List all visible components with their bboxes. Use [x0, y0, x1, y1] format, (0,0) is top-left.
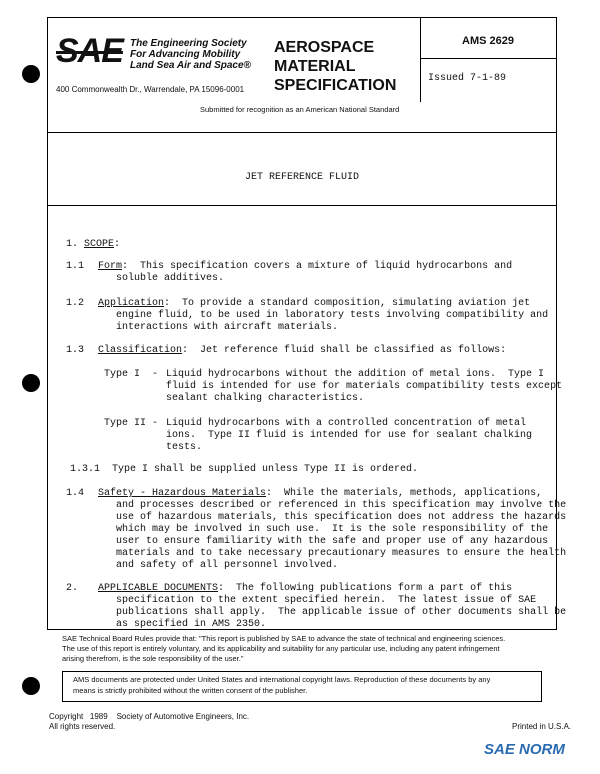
issued-date: Issued 7-1-89 [428, 73, 507, 84]
copyright-notice-box: AMS documents are protected under United States and international copyright laws. Reproduction of these documents by any means is strictly prohibited without the written consent of the publisher. [62, 671, 542, 702]
copyright: Copyright 1989 Society of Automotive Engineers, Inc. All rights reserved. [49, 712, 250, 731]
header [48, 18, 556, 133]
board-rules-notice: SAE Technical Board Rules provide that: "This report is published by SAE to advance the state of technical and engineering sciences. The use of this report is entirely voluntary, and its applicability and suitability for any particular use, including any patent infringement arising therefrom, is the sole responsibility of the user." [62, 634, 506, 663]
divider [420, 58, 556, 59]
punch-hole [22, 65, 40, 83]
sae-norm-watermark: SAE NORM [484, 741, 565, 758]
divider [420, 18, 421, 102]
specification-frame: SAE The Engineering Society For Advancing Mobility Land Sea Air and Space® 400 Commonwealth Dr., Warrendale, PA 15096-0001 AEROSPACE MATERIAL SPECIFICATION AMS 2629 Issued 7-1-89 Submitted for recognition as an American National Standard JET REFERENCE FLUID 1. SCOPE: 1.1 Form: This specification covers a mixture of liquid hydrocarbons and soluble additives. 1.2 Application: To provide a standard composition, simulating aviation jet engine fluid, to be used in laboratory tests involving compatibility and interactions with aircraft materials. 1.3 Classification: Jet reference fluid shall be classified as follows: Type I - Liquid hydrocarbons without the addition of metal ions. Type I fluid is intended for use for materials compatibility tests except sealant chalking characteristics. Type II - Liquid hydrocarbons with a controlled concentration of metal ions. Type II fluid is intended for use for sealant chalking tests. 1.3.1 Type I shall be supplied unless Type II is ordered. 1.4 Safety - Hazardous Materials: While the materials, methods, applications, and processes described or referenced in this specification may involve the use of hazardous materials, this specification does not address the hazards which may be involved in such use. It is the sole responsibility of the user to ensure familiarity with the safe and proper use of any hazardous materials and to take necessary precautionary measures to ensure the health and safety of all personnel involved. 2. APPLICABLE DOCUMENTS: The following publications form a part of this specification to the extent specified herein. The latest issue of SAE publications shall apply. The applicable issue of other documents shall be as specified in AMS 2350. [47, 17, 557, 630]
sae-logo: SAE [56, 32, 123, 70]
submitted-note: Submitted for recognition as an American National Standard [200, 105, 400, 114]
page-title: JET REFERENCE FLUID [244, 172, 360, 183]
section-1: 1. SCOPE: [66, 239, 121, 250]
ams-number: AMS 2629 [462, 35, 514, 47]
document-type: AEROSPACE MATERIAL SPECIFICATION [274, 39, 397, 94]
punch-hole [22, 374, 40, 392]
printed-in: Printed in U.S.A. [512, 722, 572, 731]
title-row [48, 132, 556, 206]
punch-hole [22, 677, 40, 695]
address: 400 Commonwealth Dr., Warrendale, PA 15096-0001 [56, 85, 245, 94]
society-tagline: The Engineering Society For Advancing Mobility Land Sea Air and Space® [130, 38, 251, 71]
